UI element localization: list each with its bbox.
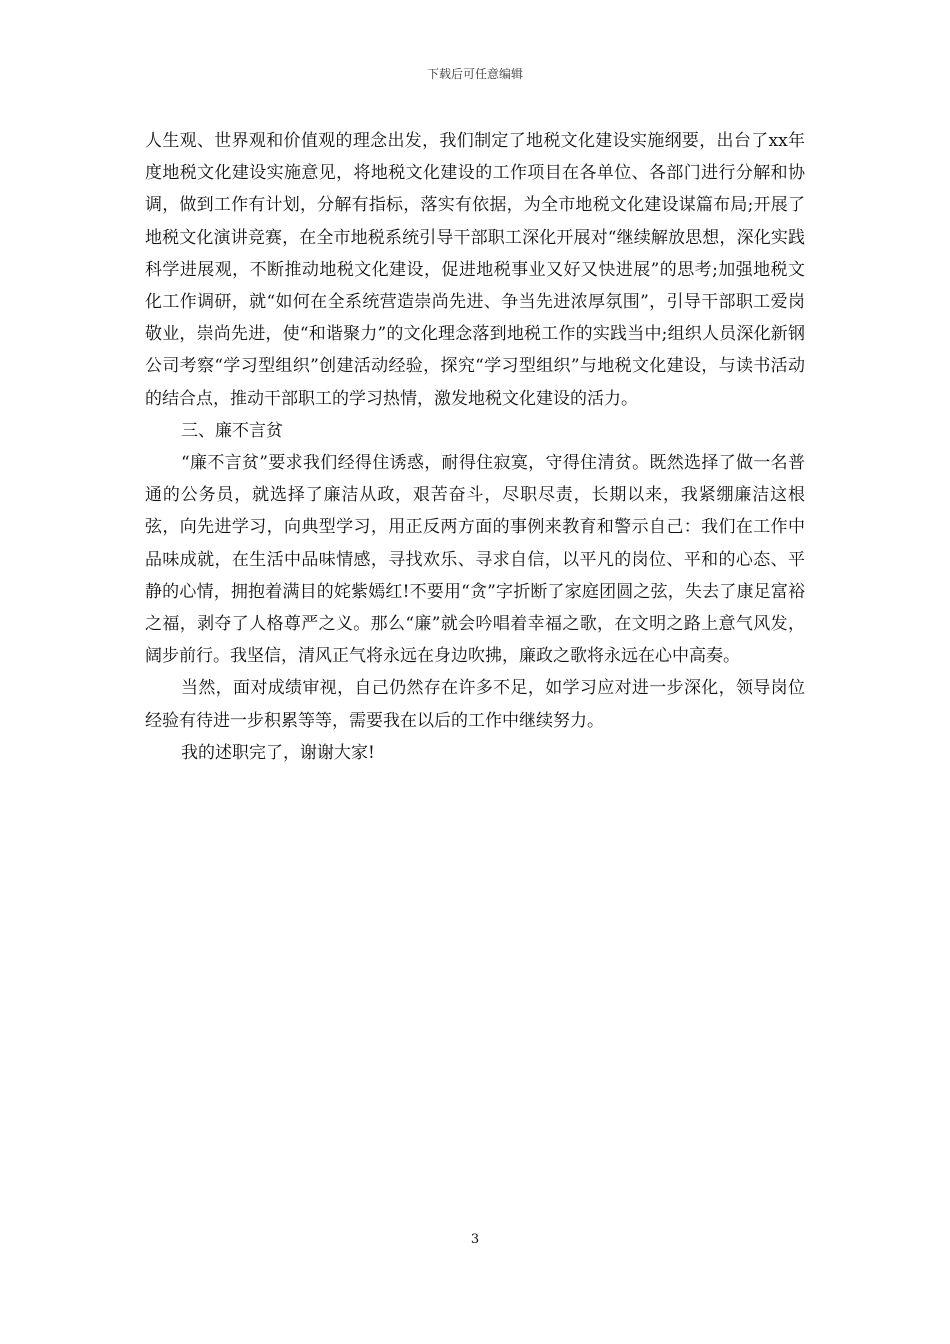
paragraph-continuation: 人生观、世界观和价值观的理念出发，我们制定了地税文化建设实施纲要，出台了xx年度地税文化建设实施意见，将地税文化建设的工作项目在各单位、各部门进行分解和协调，做到工作有计划，分解有指标，落实有依据，为全市地税文化建设谋篇布局;开展了地税文化演讲竞赛，在全市地税系统引导干部职工深化开展对“继续解放思想，深化实践科学进展观，不断推动地税文化建设，促进地税事业又好又快进展”的思考;加强地税文化工作调研，就“如何在全系统营造崇尚先进、争当先进浓厚氛围”，引导干部职工爱岗敬业，崇尚先进，使“和谐聚力”的文化理念落到地税工作的实践当中;组织人员深化新钢公司考察“学习型组织”创建活动经验，探究“学习型组织”与地税文化建设，与读书活动的结合点，推动干部职工的学习热情，激发地税文化建设的活力。 — [145, 131, 805, 409]
page-number: 3 — [470, 1232, 480, 1247]
page-header: 下载后可任意编辑 — [426, 67, 523, 81]
section-heading: 三、廉不言贫 — [181, 420, 283, 441]
document-body — [145, 125, 805, 769]
paragraph-closing: 我的述职完了，谢谢大家! — [181, 742, 375, 763]
paragraph-lian-bu-yan-pin: “廉不言贫”要求我们经得住诱惑，耐得住寂寞，守得住清贫。既然选择了做一名普通的公务员，就选择了廉洁从政，艰苦奋斗，尽职尽责，长期以来，我紧绷廉洁这根弦，向先进学习，向典型学习，用正反两方面的事例来教育和警示自己：我们在工作中品味成就，在生活中品味情感，寻找欢乐、寻求自信，以平凡的岗位、平和的心态、平静的心情，拥抱着满目的姹紫嫣红!不要用“贪”字折断了家庭团圆之弦，失去了康足富裕之福，剥夺了人格尊严之义。那么“廉”就会吟唱着幸福之歌，在文明之路上意气风发，阔步前行。我坚信，清风正气将永远在身边吹拂，廉政之歌将永远在心中高奏。 — [145, 453, 805, 667]
paragraph-shortcomings: 当然，面对成绩审视，自己仍然存在许多不足，如学习应对进一步深化，领导岗位经验有待进一步积累等等，需要我在以后的工作中继续努力。 — [145, 678, 805, 731]
